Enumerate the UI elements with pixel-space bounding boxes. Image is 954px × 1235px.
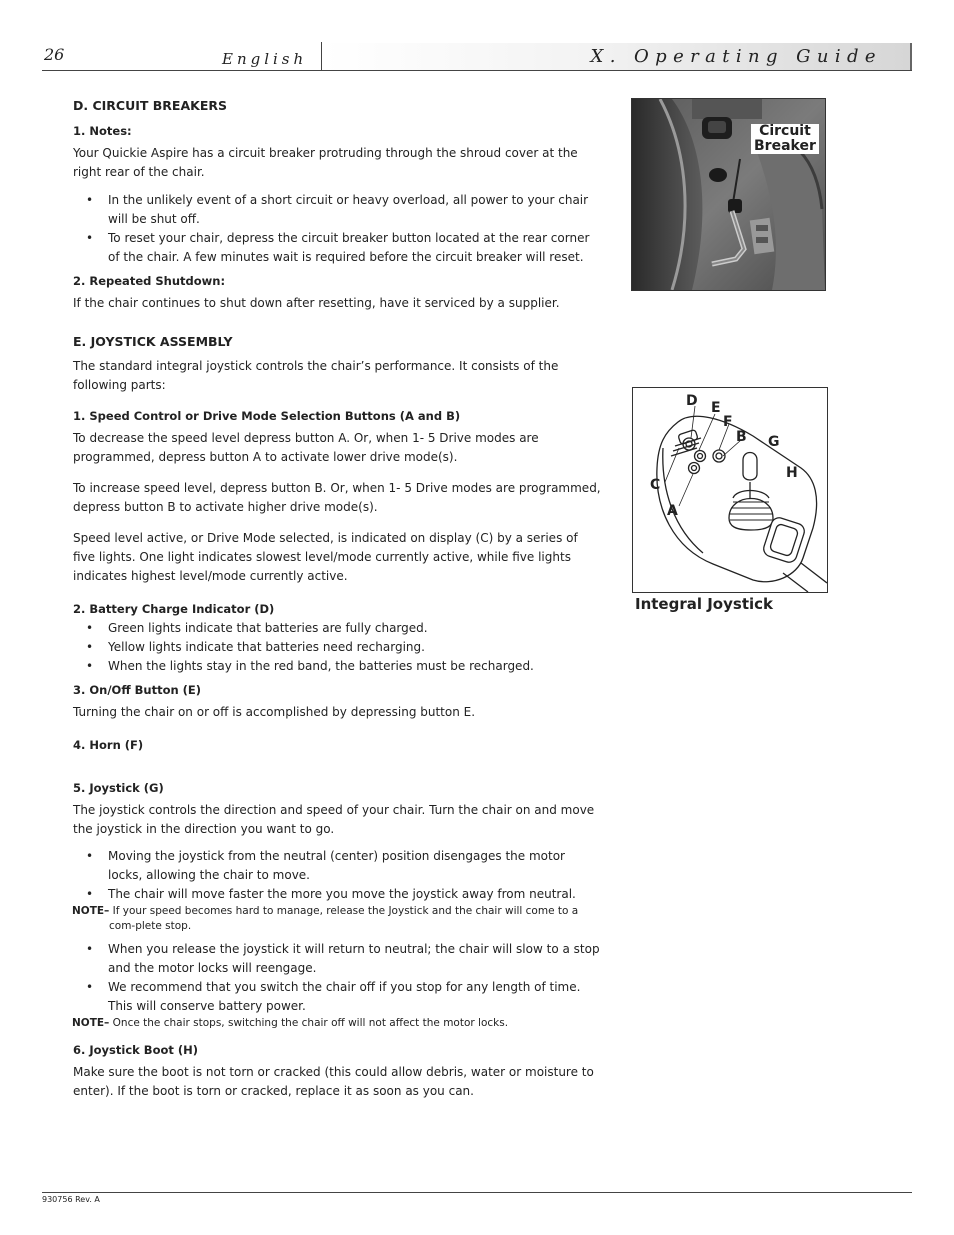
repeated-shutdown-heading: 2. Repeated Shutdown: bbox=[73, 274, 226, 288]
joystick-label-b: B bbox=[736, 429, 747, 445]
circuit-breaker-label bbox=[751, 124, 819, 154]
list-item: • Green lights indicate that batteries are fully charged. bbox=[73, 619, 603, 638]
notes-text: Your Quickie Aspire has a circuit breaker protruding through the shroud cover at the right rear of the chair. bbox=[73, 146, 578, 179]
note-text: If your speed becomes hard to manage, release the Joystick and the chair will come to a com-plete stop. bbox=[109, 905, 579, 932]
footer-rule bbox=[42, 1192, 912, 1193]
list-item: • The chair will move faster the more you move the joystick away from neutral. bbox=[73, 885, 603, 904]
note-label: NOTE– bbox=[72, 1017, 110, 1029]
joystick-intro: The standard integral joystick controls the chair’s performance. It consists of the following parts: bbox=[73, 359, 559, 392]
repeated-shutdown-text: If the chair continues to shut down after resetting, have it serviced by a supplier. bbox=[73, 296, 560, 310]
list-item: • To reset your chair, depress the circuit breaker button located at the rear corner of the chair. A few minutes wait is required before the circuit breaker will reset. bbox=[73, 229, 603, 267]
onoff-text: Turning the chair on or off is accomplished by depressing button E. bbox=[73, 705, 476, 719]
battery-heading: 2. Battery Charge Indicator (D) bbox=[73, 602, 275, 616]
document-number: 930756 Rev. A bbox=[42, 1195, 100, 1204]
list-item: • In the unlikely event of a short circuit or heavy overload, all power to your chair will be shut off. bbox=[73, 191, 603, 229]
joystick-heading: 5. Joystick (G) bbox=[73, 781, 164, 795]
circuit-breaker-label-line2: Breaker bbox=[754, 138, 816, 154]
speed-text-display: Speed level active, or Drive Mode selected, is indicated on display (C) by a series of five lights. One light indicates slowest level/mode currently active, while five lights indicates highest level/mode currently active. bbox=[73, 531, 578, 583]
circuit-breaker-label-line1: Circuit bbox=[759, 123, 811, 139]
joystick-label-a: A bbox=[667, 503, 678, 519]
joystick-label-h: H bbox=[786, 465, 798, 481]
joystick-bullets-2 bbox=[73, 940, 603, 1016]
main-content bbox=[73, 96, 603, 1101]
header-divider bbox=[321, 42, 322, 71]
language-label: English bbox=[222, 50, 308, 68]
list-item: • When you release the joystick it will return to neutral; the chair will slow to a stop and the motor locks will reengage. bbox=[73, 940, 603, 978]
note-text: Once the chair stops, switching the chair off will not affect the motor locks. bbox=[112, 1017, 509, 1029]
section-e-title: E. JOYSTICK ASSEMBLY bbox=[73, 334, 233, 349]
onoff-heading: 3. On/Off Button (E) bbox=[73, 683, 202, 697]
joystick-label-e: E bbox=[711, 400, 721, 416]
circuit-breaker-bullets bbox=[73, 191, 603, 267]
joystick-text: The joystick controls the direction and speed of your chair. Turn the chair on and move the joystick in the direction you want to go. bbox=[73, 803, 595, 836]
page-number: 26 bbox=[44, 45, 65, 64]
joystick-label-c: C bbox=[650, 477, 661, 493]
note-motor-locks bbox=[72, 1016, 603, 1031]
joystick-caption: Integral Joystick bbox=[635, 595, 773, 613]
header-rule bbox=[42, 70, 912, 71]
boot-text: Make sure the boot is not torn or cracked (this could allow debris, water or moisture to enter). If the boot is torn or cracked, replace it as soon as you can. bbox=[73, 1065, 594, 1098]
list-item: • When the lights stay in the red band, the batteries must be recharged. bbox=[73, 657, 603, 676]
list-item: • Yellow lights indicate that batteries need recharging. bbox=[73, 638, 603, 657]
speed-text-increase: To increase speed level, depress button B. Or, when 1- 5 Drive modes are programmed, depress button B to activate higher drive mode(s). bbox=[73, 481, 601, 514]
joystick-label-f: F bbox=[723, 414, 733, 430]
horn-heading: 4. Horn (F) bbox=[73, 738, 144, 752]
list-item: • Moving the joystick from the neutral (center) position disengages the motor locks, allowing the chair to move. bbox=[73, 847, 603, 885]
notes-heading: 1. Notes: bbox=[73, 124, 132, 138]
note-label: NOTE– bbox=[72, 905, 110, 917]
battery-bullets bbox=[73, 619, 603, 676]
joystick-label-d: D bbox=[686, 393, 698, 409]
note-speed bbox=[72, 904, 603, 934]
speed-text-decrease: To decrease the speed level depress button A. Or, when 1- 5 Drive modes are programmed, depress button A to activate lower drive mode(s). bbox=[73, 431, 539, 464]
list-item: • We recommend that you switch the chair off if you stop for any length of time. This will conserve battery power. bbox=[73, 978, 603, 1016]
speed-control-heading: 1. Speed Control or Drive Mode Selection Buttons (A and B) bbox=[73, 409, 461, 423]
chapter-title: X. Operating Guide bbox=[590, 46, 882, 67]
header-band bbox=[323, 43, 912, 70]
joystick-label-g: G bbox=[768, 434, 780, 450]
section-d-title: D. CIRCUIT BREAKERS bbox=[73, 98, 227, 113]
boot-heading: 6. Joystick Boot (H) bbox=[73, 1043, 199, 1057]
joystick-bullets-1 bbox=[73, 847, 603, 904]
